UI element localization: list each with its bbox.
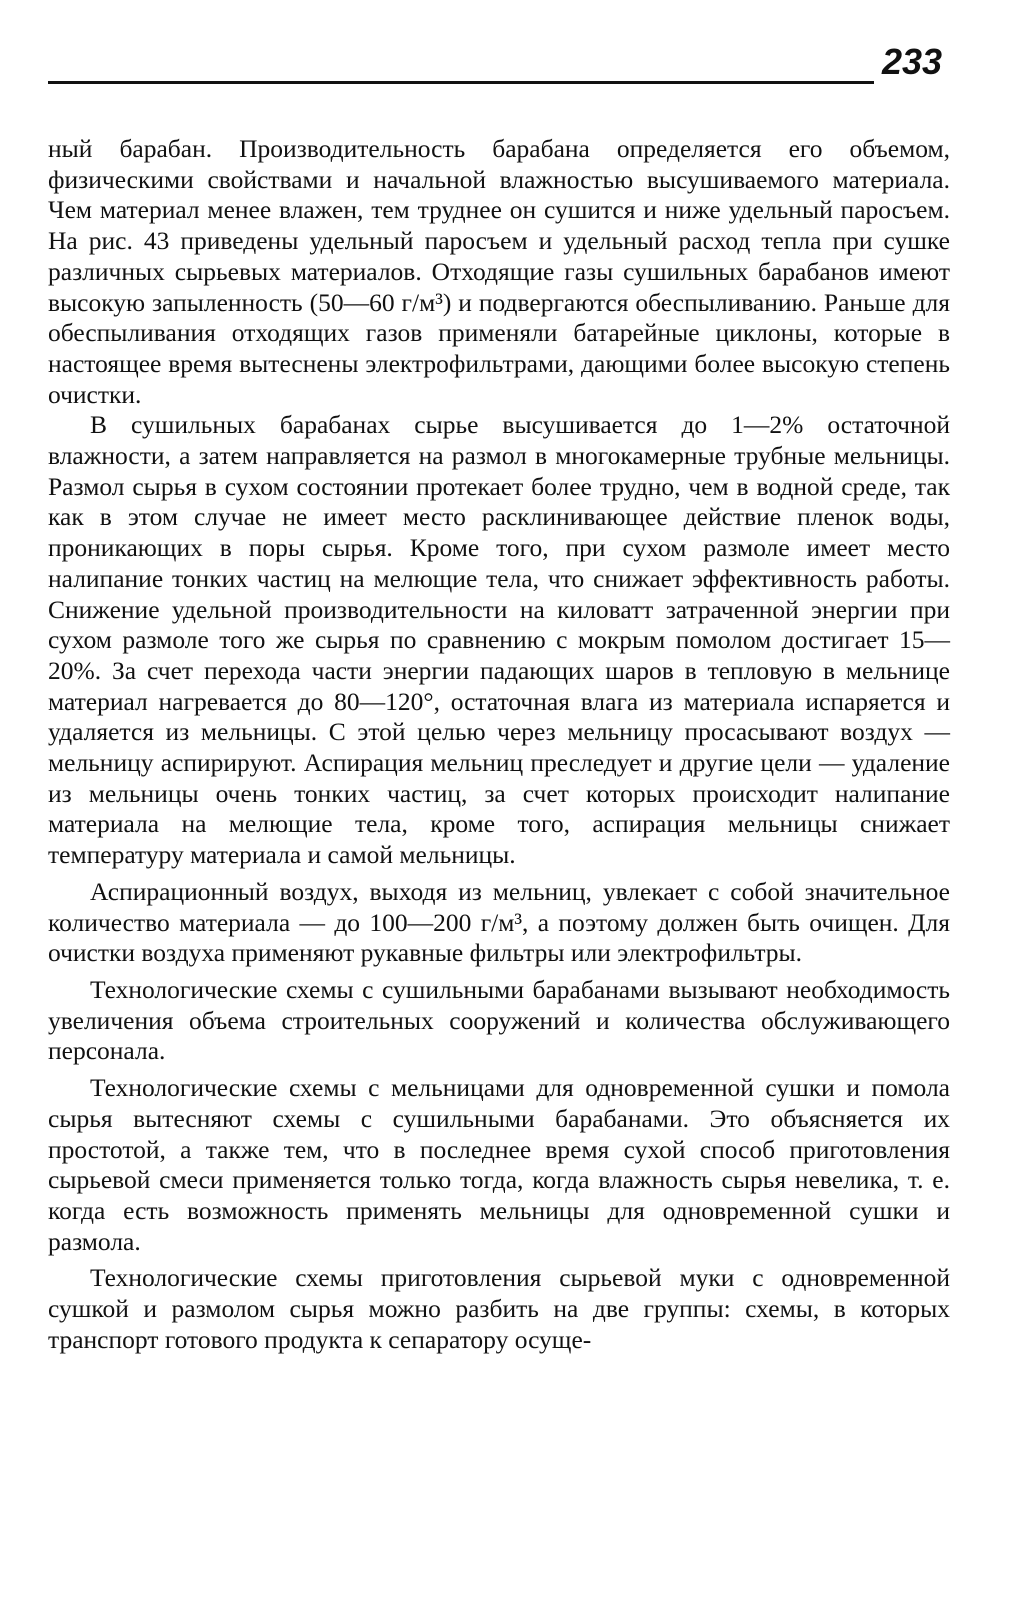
paragraph: Технологические схемы с сушильными барабанами вызывают необходимость увеличения объема строительных сооружений и количества обслуживающего персонала. [48,974,950,1066]
paragraph: Технологические схемы приготовления сырьевой муки с одновременной сушкой и размолом сырья можно разбить на две группы: схемы, в которых транспорт готового продукта к сепаратору осуще- [48,1263,950,1354]
header-rule [48,81,874,84]
body-text [48,134,950,1355]
paragraph: В сушильных барабанах сырье высушивается до 1—2% остаточной влажности, а затем направляется на размол в многокамерные трубные мельницы. Размол сырья в сухом состоянии протекает более трудно, чем в водной среде, так как в этом случае не имеет место расклинивающее действие пленок воды, проникающих в поры сырья. Кроме того, при сухом размоле имеет место налипание тонких частиц на мелющие тела, что снижает эффективность работы. Снижение удельной производительности на киловатт затраченной энергии при сухом размоле того же сырья по сравнению с мокрым помолом достигает 15—20%. За счет перехода части энергии падающих шаров в тепловую в мельнице материал нагревается до 80—120°, остаточная влага из материала испаряется и удаляется из мельницы. С этой целью через мельницу просасывают воздух — мельницу аспирируют. Аспирация мельниц преследует и другие цели — удаление из мельницы очень тонких частиц, за счет которых происходит налипание материала на мелющие тела, кроме того, аспирация мельницы снижает температуру материала и самой мельницы. [48,410,950,870]
paragraph-continuation: ный барабан. Производительность барабана определяется его объемом, физическими свойствами и начальной влажностью высушиваемого материала. Чем материал менее влажен, тем труднее он сушится и ниже удельный паросъем. На рис. 43 приведены удельный паросъем и удельный расход тепла при сушке различных сырьевых материалов. Отходящие газы сушильных барабанов имеют высокую запыленность (50—60 г/м³) и подвергаются обеспыливанию. Раньше для обеспыливания отходящих газов применяли батарейные циклоны, которые в настоящее время вытеснены электрофильтрами, дающими более высокую степень очистки. [48,134,950,409]
paragraph: Аспирационный воздух, выходя из мельниц, увлекает с собой значительное количество материала — до 100—200 г/м³, а поэтому должен быть очищен. Для очистки воздуха применяют рукавные фильтры или электрофильтры. [48,876,950,968]
page-number: 233 [882,41,943,82]
paragraph: Технологические схемы с мельницами для одновременной сушки и помола сырья вытесняют схемы с сушильными барабанами. Это объясняется их простотой, а также тем, что в последнее время сухой способ приготовления сырьевой смеси применяется только тогда, когда влажность сырья невелика, т. е. когда есть возможность применять мельницы для одновременной сушки и размола. [48,1073,950,1256]
